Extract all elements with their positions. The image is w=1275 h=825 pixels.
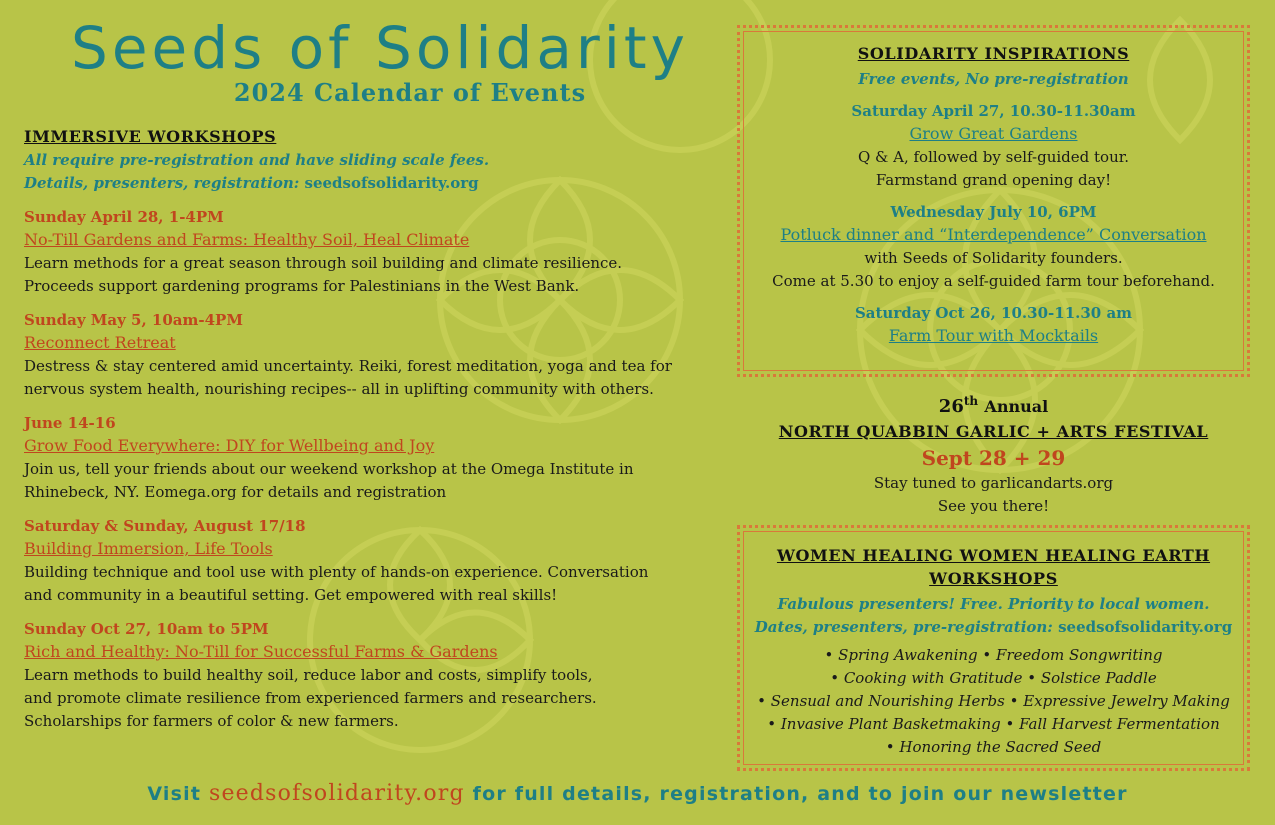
festival-number: 26 [938, 396, 964, 417]
event-date: Sunday Oct 27, 10am to 5PM [24, 620, 269, 638]
festival-edition [737, 388, 1250, 420]
footer [0, 781, 1275, 806]
inspiration-date: Wednesday July 10, 6PM [890, 203, 1097, 221]
festival-info-line1: Stay tuned to garlicandarts.org [873, 474, 1114, 492]
event-description: and promote climate resilience from experienced farmers and researchers. [24, 689, 597, 707]
inspiration-title-link[interactable]: Potluck dinner and “Interdependence” Conversation [780, 225, 1207, 244]
inspiration-title-link[interactable]: Grow Great Gardens [909, 124, 1078, 143]
inspirations-subtitle: Free events, No pre-registration [858, 70, 1129, 88]
women-workshop-line: • Spring Awakening • Freedom Songwriting [824, 646, 1163, 664]
event-date: Sunday May 5, 10am-4PM [24, 311, 243, 329]
women-workshop-line: • Invasive Plant Basketmaking • Fall Harvest Fermentation [767, 715, 1220, 733]
women-subtitle [740, 593, 1247, 639]
immersive-intro-line1: All require pre-registration and have sliding scale fees. [24, 151, 490, 169]
women-workshop-line: • Honoring the Sacred Seed [885, 738, 1102, 756]
event-description: Learn methods for a great season through soil building and climate resilience. [24, 254, 623, 272]
page-title: Seeds of Solidarity [71, 14, 689, 82]
women-website-link[interactable]: seedsofsolidarity.org [1058, 618, 1233, 636]
event-date: Sunday April 28, 1-4PM [24, 208, 224, 226]
women-heading-line1: WOMEN HEALING WOMEN HEALING EARTH [776, 546, 1211, 565]
immersive-heading: IMMERSIVE WORKSHOPS [24, 127, 277, 146]
event-description: Proceeds support gardening programs for Palestinians in the West Bank. [24, 277, 580, 295]
women-subtitle-line2 [740, 616, 1247, 639]
footer-suffix: for full details, registration, and to join our newsletter [472, 783, 1128, 805]
women-heading-line2: WORKSHOPS [929, 569, 1058, 588]
garlic-festival-section [737, 388, 1250, 518]
page-subtitle: 2024 Calendar of Events [233, 78, 587, 107]
footer-prefix: Visit [147, 783, 202, 805]
inspiration-event [740, 100, 1247, 192]
title-block [40, 14, 720, 107]
immersive-intro [24, 149, 724, 195]
festival-annual: Annual [984, 397, 1049, 416]
inspiration-description: Q & A, followed by self-guided tour. [857, 148, 1130, 166]
event-description: Rhinebeck, NY. Eomega.org for details and registration [24, 483, 447, 501]
event-title-link[interactable]: Reconnect Retreat [24, 333, 176, 352]
inspirations-heading: SOLIDARITY INSPIRATIONS [857, 44, 1130, 63]
event-description: and community in a beautiful setting. Get empowered with real skills! [24, 586, 558, 604]
immersive-workshops-section [24, 127, 724, 733]
women-workshop-line: • Sensual and Nourishing Herbs • Expressive Jewelry Making [757, 692, 1230, 710]
event-date: June 14-16 [24, 414, 116, 432]
footer-website-link[interactable]: seedsofsolidarity.org [208, 781, 465, 806]
inspirations-event-list [740, 100, 1247, 348]
solidarity-inspirations-box [737, 25, 1250, 377]
inspiration-description: with Seeds of Solidarity founders. [864, 249, 1123, 267]
immersive-website-link[interactable]: seedsofsolidarity.org [304, 174, 479, 192]
event-description: nervous system health, nourishing recipes-- all in uplifting community with others. [24, 380, 654, 398]
immersive-intro-line2 [24, 172, 724, 195]
event-description: Learn methods to build healthy soil, reduce labor and costs, simplify tools, [24, 666, 593, 684]
inspiration-description: Come at 5.30 to enjoy a self-guided farm tour beforehand. [772, 272, 1215, 290]
immersive-event [24, 309, 724, 401]
festival-number-suffix: th [963, 394, 979, 408]
immersive-event [24, 412, 724, 504]
festival-info-line2: See you there! [937, 497, 1050, 515]
event-description: Building technique and tool use with plenty of hands-on experience. Conversation [24, 563, 649, 581]
women-subtitle-line1: Fabulous presenters! Free. Priority to local women. [777, 595, 1210, 613]
event-title-link[interactable]: Building Immersion, Life Tools [24, 539, 273, 558]
immersive-event [24, 206, 724, 298]
event-title-link[interactable]: Rich and Healthy: No-Till for Successful Farms & Gardens [24, 642, 498, 661]
immersive-intro-prefix: Details, presenters, registration: [24, 174, 305, 192]
event-date: Saturday & Sunday, August 17/18 [24, 517, 306, 535]
inspiration-title-link[interactable]: Farm Tour with Mocktails [888, 326, 1099, 345]
women-workshop-list [740, 644, 1247, 759]
women-subtitle-prefix: Dates, presenters, pre-registration: [754, 618, 1059, 636]
inspiration-date: Saturday April 27, 10.30-11.30am [851, 102, 1136, 120]
women-healing-box [737, 525, 1250, 771]
festival-date: Sept 28 + 29 [921, 446, 1066, 470]
event-description: Scholarships for farmers of color & new farmers. [24, 712, 399, 730]
event-title-link[interactable]: No-Till Gardens and Farms: Healthy Soil, Heal Climate [24, 230, 470, 249]
immersive-event [24, 618, 724, 733]
immersive-event [24, 515, 724, 607]
inspiration-event [740, 302, 1247, 348]
event-description: Join us, tell your friends about our weekend workshop at the Omega Institute in [24, 460, 634, 478]
festival-name: NORTH QUABBIN GARLIC + ARTS FESTIVAL [778, 422, 1209, 441]
inspiration-description: Farmstand grand opening day! [875, 171, 1112, 189]
women-workshop-line: • Cooking with Gratitude • Solstice Paddle [830, 669, 1157, 687]
immersive-event-list [24, 206, 724, 733]
event-title-link[interactable]: Grow Food Everywhere: DIY for Wellbeing and Joy [24, 436, 435, 455]
inspiration-date: Saturday Oct 26, 10.30-11.30 am [854, 304, 1133, 322]
event-description: Destress & stay centered amid uncertainty. Reiki, forest meditation, yoga and tea for [24, 357, 672, 375]
inspiration-event [740, 201, 1247, 293]
